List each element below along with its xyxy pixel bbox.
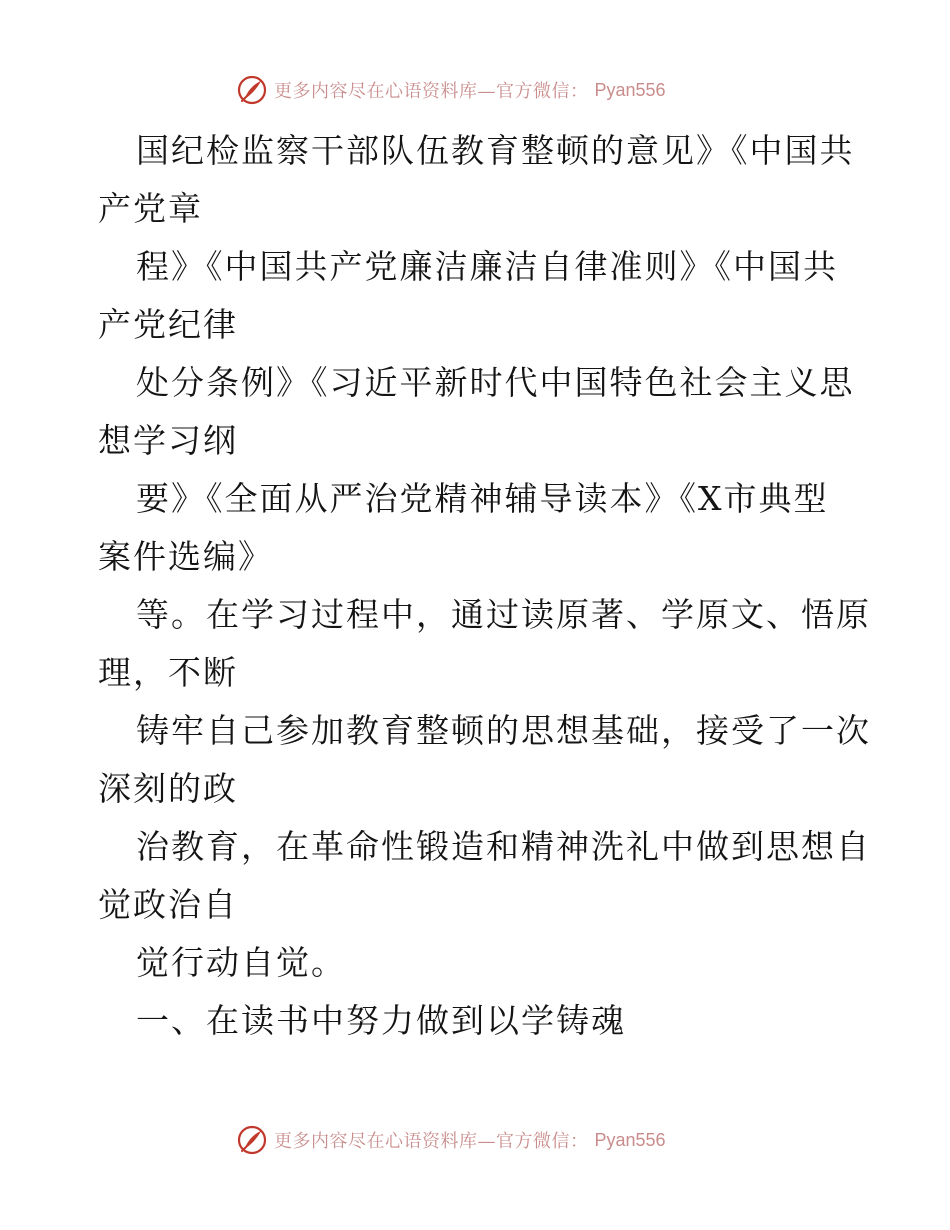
text-line: 等。在学习过程中，通过读原著、学原文、悟原 [136, 595, 871, 634]
watermark-wechat-id: Pyan556 [594, 1129, 666, 1150]
text-line: 铸牢自己参加教育整顿的思想基础，接受了一次 [136, 711, 871, 750]
footer-watermark [236, 1123, 666, 1157]
text-line: 程》《中国共产党廉洁廉洁自律准则》《中国共 [136, 247, 838, 286]
text-line: 理，不断 [98, 653, 238, 692]
watermark-text: 更多内容尽在心语资料库—官方微信： [274, 81, 589, 102]
text-line: 觉行动自觉。 [136, 943, 346, 982]
section-heading: 一、在读书中努力做到以学铸魂 [136, 1001, 626, 1040]
text-line: 想学习纲 [98, 421, 238, 460]
text-line: 国纪检监察干部队伍教育整顿的意见》《中国共 [136, 131, 855, 170]
text-line: 深刻的政 [98, 769, 238, 808]
text-line: 觉政治自 [98, 885, 238, 924]
text-line: 要》《全面从严治党精神辅导读本》《X市典型 [136, 479, 829, 518]
red-quill-emblem-icon [236, 74, 268, 106]
watermark-wechat-id: Pyan556 [594, 79, 666, 100]
watermark-text: 更多内容尽在心语资料库—官方微信： [274, 1131, 589, 1152]
text-line: 案件选编》 [98, 537, 273, 576]
text-line: 治教育，在革命性锻造和精神洗礼中做到思想自 [136, 827, 871, 866]
red-quill-emblem-icon [236, 1124, 268, 1156]
text-line: 产党纪律 [98, 305, 238, 344]
text-line: 产党章 [98, 189, 203, 228]
header-watermark [236, 73, 666, 107]
document-body [98, 122, 871, 1050]
text-line: 处分条例》《习近平新时代中国特色社会主义思 [136, 363, 855, 402]
